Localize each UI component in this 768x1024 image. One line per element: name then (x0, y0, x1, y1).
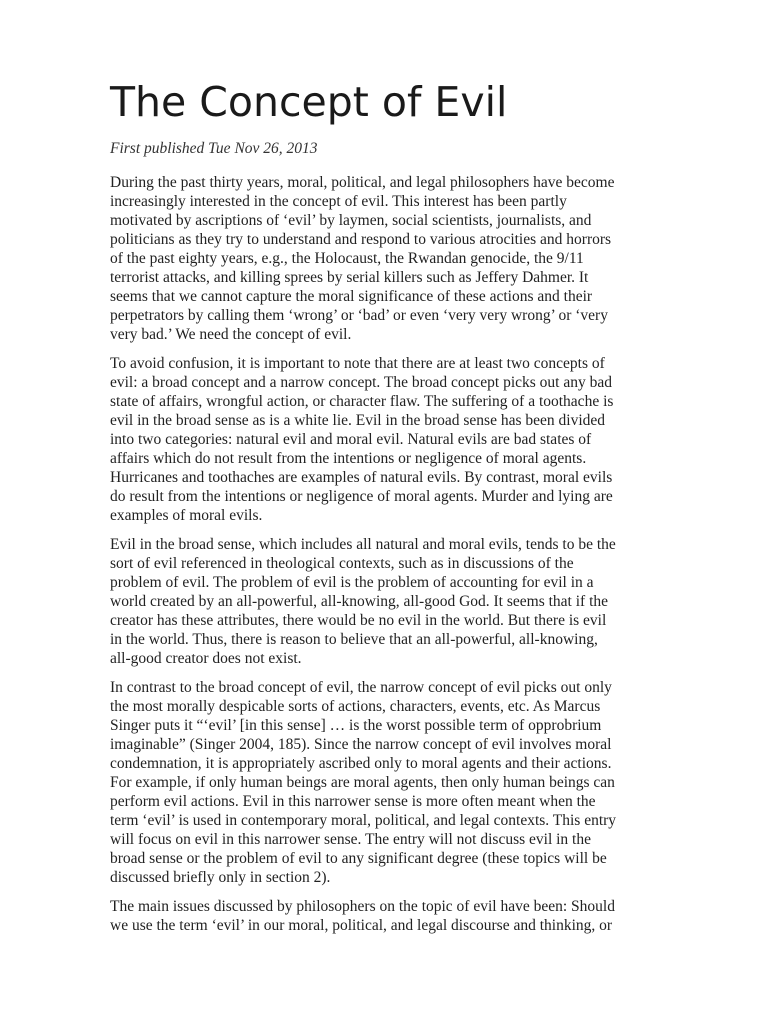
text-line: evil: a broad concept and a narrow concept. The broad concept picks out any bad (110, 374, 612, 392)
text-line: To avoid confusion, it is important to note that there are at least two concepts of (110, 355, 605, 373)
text-line: In contrast to the broad concept of evil, the narrow concept of evil picks out only (110, 679, 612, 697)
text-line: broad sense or the problem of evil to any significant degree (these topics will be (110, 850, 607, 868)
text-line: of the past eighty years, e.g., the Holocaust, the Rwandan genocide, the 9/11 (110, 250, 584, 268)
text-line: Singer puts it “‘evil’ [in this sense] … is the worst possible term of opprobrium (110, 717, 602, 735)
text-line: will focus on evil in this narrower sense. The entry will not discuss evil in the (110, 831, 591, 849)
text-line: The main issues discussed by philosophers on the topic of evil have been: Should (110, 898, 615, 916)
text-line: For example, if only human beings are moral agents, then only human beings can (110, 774, 615, 792)
text-line: affairs which do not result from the intentions or negligence of moral agents. (110, 450, 587, 468)
text-line: condemnation, it is appropriately ascribed only to moral agents and their actions. (110, 755, 612, 773)
paragraph (110, 354, 660, 525)
text-line: in the world. Thus, there is reason to believe that an all-powerful, all-knowing, (110, 631, 598, 649)
article-title: The Concept of Evil (110, 78, 508, 126)
text-line: into two categories: natural evil and moral evil. Natural evils are bad states of (110, 431, 592, 449)
paragraph (110, 678, 660, 887)
text-line: we use the term ‘evil’ in our moral, political, and legal discourse and thinking, or (110, 917, 613, 935)
text-line: very bad.’ We need the concept of evil. (110, 326, 352, 344)
text-line: politicians as they try to understand and respond to various atrocities and horrors (110, 231, 612, 249)
text-line: terrorist attacks, and killing sprees by serial killers such as Jeffery Dahmer. It (110, 269, 589, 287)
text-line: perpetrators by calling them ‘wrong’ or ‘bad’ or even ‘very very wrong’ or ‘very (110, 307, 608, 325)
paragraph (110, 173, 660, 344)
paragraph (110, 897, 660, 935)
text-line: motivated by ascriptions of ‘evil’ by laymen, social scientists, journalists, and (110, 212, 592, 230)
publication-date: First published Tue Nov 26, 2013 (110, 140, 318, 158)
text-line: term ‘evil’ is used in contemporary moral, political, and legal contexts. This entry (110, 812, 617, 830)
text-line: Evil in the broad sense, which includes all natural and moral evils, tends to be the (110, 536, 616, 554)
text-line: discussed briefly only in section 2). (110, 869, 331, 887)
article (110, 78, 660, 945)
text-line: During the past thirty years, moral, political, and legal philosophers have become (110, 174, 615, 192)
text-line: do result from the intentions or negligence of moral agents. Murder and lying are (110, 488, 613, 506)
text-line: the most morally despicable sorts of actions, characters, events, etc. As Marcus (110, 698, 601, 716)
text-line: problem of evil. The problem of evil is the problem of accounting for evil in a (110, 574, 594, 592)
text-line: state of affairs, wrongful action, or character flaw. The suffering of a toothache is (110, 393, 614, 411)
text-line: all-good creator does not exist. (110, 650, 302, 668)
paragraph (110, 535, 660, 668)
text-line: creator has these attributes, there would be no evil in the world. But there is evil (110, 612, 607, 630)
text-line: world created by an all-powerful, all-knowing, all-good God. It seems that if the (110, 593, 609, 611)
text-line: sort of evil referenced in theological contexts, such as in discussions of the (110, 555, 574, 573)
text-line: perform evil actions. Evil in this narrower sense is more often meant when the (110, 793, 596, 811)
text-line: Hurricanes and toothaches are examples of natural evils. By contrast, moral evils (110, 469, 613, 487)
article-body (110, 173, 660, 935)
text-line: increasingly interested in the concept of evil. This interest has been partly (110, 193, 567, 211)
text-line: seems that we cannot capture the moral significance of these actions and their (110, 288, 593, 306)
text-line: examples of moral evils. (110, 507, 263, 525)
text-line: imaginable” (Singer 2004, 185). Since the narrow concept of evil involves moral (110, 736, 612, 754)
text-line: evil in the broad sense as is a white lie. Evil in the broad sense has been divided (110, 412, 606, 430)
